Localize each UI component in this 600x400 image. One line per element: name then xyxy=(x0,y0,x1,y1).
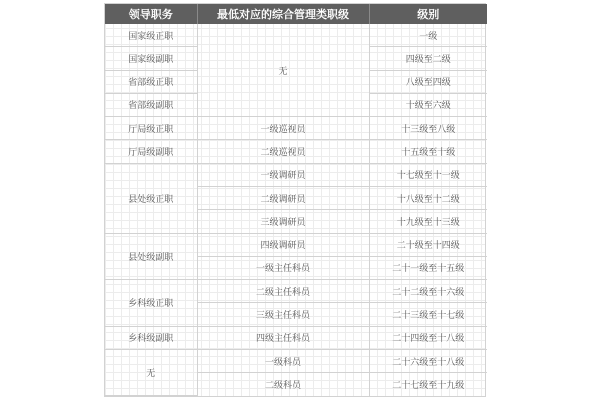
table-row xyxy=(105,140,487,163)
table-row xyxy=(105,233,487,256)
cell-rank: 二级科员 xyxy=(197,373,369,396)
cell-rank: 一级巡视员 xyxy=(197,117,369,140)
cell-leader-position: 乡科级副职 xyxy=(105,326,197,349)
cell-level: 十九级至十三级 xyxy=(369,210,487,233)
cell-level: 二十七级至十九级 xyxy=(392,380,465,391)
cell-level: 十级至六级 xyxy=(369,93,487,116)
cell-rank: 一级科员 xyxy=(197,349,369,372)
cell-level: 二十一级至十五级 xyxy=(369,256,487,279)
cell-level: 八级至四级 xyxy=(369,70,487,93)
cell-level: 二十六级至十八级 xyxy=(369,349,487,372)
cell-level: 二十二级至十六级 xyxy=(369,280,487,303)
cell-rank: 四级调研员 xyxy=(197,233,369,256)
cell-level: 十三级至八级 xyxy=(369,117,487,140)
cell-leader-position: 县处级正职 xyxy=(105,163,197,233)
table-row xyxy=(105,117,487,140)
cell-rank: 四级主任科员 xyxy=(197,326,369,349)
cell-rank: 二级调研员 xyxy=(197,186,369,209)
cell-leader-position: 国家级正职 xyxy=(105,24,197,47)
cell-rank: 二级巡视员 xyxy=(197,140,369,163)
cell-level: 四级至二级 xyxy=(369,47,487,70)
rank-level-table xyxy=(104,3,486,397)
cell-level: 二十四级至十八级 xyxy=(369,326,487,349)
cell-rank: 二级主任科员 xyxy=(197,280,369,303)
cell-level: 一级 xyxy=(369,24,487,47)
cell-leader-position: 乡科级正职 xyxy=(105,280,197,327)
table-row xyxy=(105,280,487,303)
table-grid xyxy=(105,4,487,396)
table-row xyxy=(105,326,487,349)
table-row xyxy=(105,24,487,47)
table-row xyxy=(105,349,487,372)
table-header-row xyxy=(105,4,487,24)
cell-level: 十八级至十二级 xyxy=(369,186,487,209)
header-leader-position: 领导职务 xyxy=(105,4,197,24)
cell-rank: 一级调研员 xyxy=(197,163,369,186)
header-min-rank: 最低对应的综合管理类职级 xyxy=(197,4,369,24)
cell-level: 二十三级至十七级 xyxy=(369,303,487,326)
cell-leader-position: 厅局级副职 xyxy=(105,140,197,163)
cell-leader-position: 国家级副职 xyxy=(105,47,197,70)
cell-leader-position: 厅局级正职 xyxy=(105,117,197,140)
table-row xyxy=(105,163,487,186)
cell-leader-position: 省部级正职 xyxy=(105,70,197,93)
cell-level: 十五级至十级 xyxy=(369,140,487,163)
cell-rank: 一级主任科员 xyxy=(197,256,369,279)
cell-leader-position: 省部级副职 xyxy=(105,93,197,116)
cell-rank: 三级主任科员 xyxy=(197,303,369,326)
cell-leader-position: 无 xyxy=(105,349,197,395)
cell-rank: 无 xyxy=(197,24,369,117)
cell-level: 十七级至十一级 xyxy=(369,163,487,186)
header-level: 级别 xyxy=(369,4,487,24)
cell-level: 二十级至十四级 xyxy=(369,233,487,256)
cell-rank: 三级调研员 xyxy=(197,210,369,233)
cell-leader-position: 县处级副职 xyxy=(105,233,197,280)
